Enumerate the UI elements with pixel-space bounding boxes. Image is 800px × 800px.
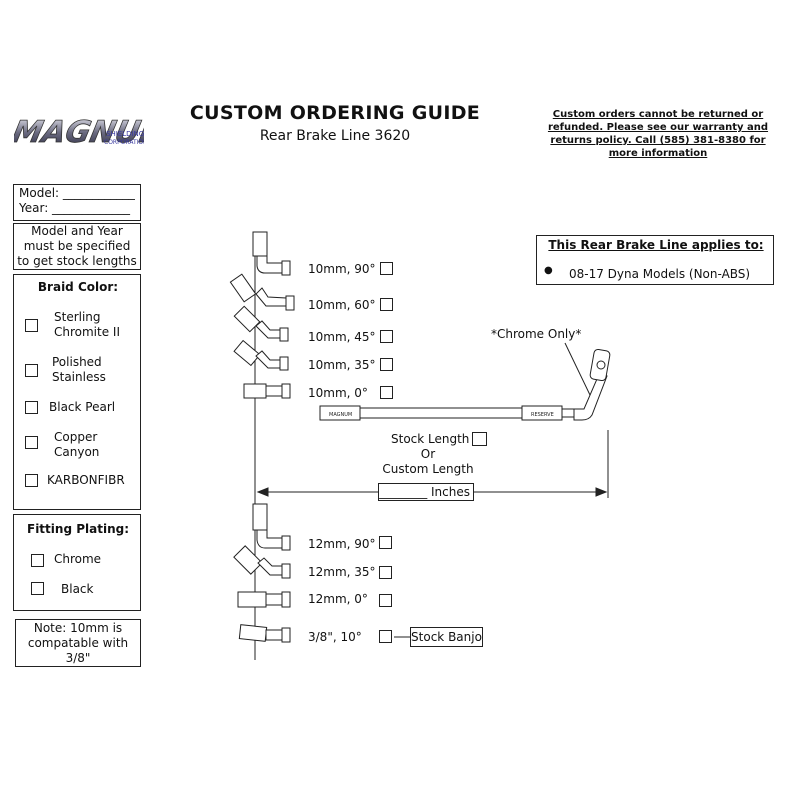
fitting-label-10-45: 10mm, 45°	[308, 330, 376, 344]
stock-banjo-label: Stock Banjo	[411, 630, 482, 644]
applies-item: 08-17 Dyna Models (Non-ABS)	[569, 267, 751, 281]
custom-length-label: Custom Length	[382, 462, 474, 476]
braid-label-sterling: Sterling Chromite II	[54, 310, 120, 339]
fitting-label-10-60: 10mm, 60°	[308, 298, 376, 312]
arrow-right-icon	[596, 488, 606, 496]
fitting-icon-10-0	[244, 384, 290, 398]
fitting-icon-12-35	[234, 546, 290, 578]
chrome-only-label: *Chrome Only*	[491, 327, 582, 341]
applies-title: This Rear Brake Line applies to:	[548, 238, 764, 252]
fitting-icon-10-90	[253, 232, 290, 275]
fitting-label-10-0: 10mm, 0°	[308, 386, 368, 400]
year-field[interactable]: Year: _____________	[19, 201, 131, 215]
fitting-checkbox-12-0[interactable]	[379, 594, 392, 607]
fitting-checkbox-10-90[interactable]	[380, 262, 393, 275]
fitting-checkbox-10-35[interactable]	[380, 358, 393, 371]
fitting-icon-10-45	[234, 306, 288, 341]
stock-length-label: Stock Length	[391, 432, 470, 446]
braid-label-black-pearl: Black Pearl	[49, 400, 116, 414]
stock-note: Model and Year must be specified to get stock lengths	[17, 224, 137, 268]
fitting-checkbox-10-0[interactable]	[380, 386, 393, 399]
fitting-label-10-35: 10mm, 35°	[308, 358, 376, 372]
compat-note: Note: 10mm is compatable with 3/8"	[27, 621, 129, 665]
fitting-label-12-35: 12mm, 35°	[308, 565, 376, 579]
fitting-label-12-0: 12mm, 0°	[308, 592, 368, 606]
page-title: CUSTOM ORDERING GUIDE	[189, 102, 481, 124]
inches-label: ________ Inches	[379, 485, 470, 499]
fitting-checkbox-10-45[interactable]	[380, 330, 393, 343]
stock-length-checkbox[interactable]	[472, 432, 487, 446]
policy-note: Custom orders cannot be returned or refunded. Please see our warranty and returns policy. Call (585) 381-8380 for more information	[547, 109, 769, 159]
logo-brand: MAGNUM	[14, 115, 144, 150]
braid-label-polished: Polished Stainless	[52, 355, 106, 384]
model-field[interactable]: Model: ____________	[19, 186, 135, 200]
or-label: Or	[420, 447, 436, 461]
page-subtitle: Rear Brake Line 3620	[259, 128, 411, 144]
fitting-checkbox-10-60[interactable]	[380, 298, 393, 311]
fitting-label-38-10: 3/8", 10°	[308, 630, 362, 644]
braid-label-karbonfibr: KARBONFIBR	[47, 473, 125, 487]
plating-title: Fitting Plating:	[27, 522, 129, 536]
fitting-checkbox-38-10[interactable]	[379, 630, 392, 643]
stock-banjo-box	[410, 627, 483, 647]
fitting-icon-12-90	[253, 504, 290, 550]
arrow-left-icon	[258, 488, 268, 496]
braid-label-copper: Copper Canyon	[54, 430, 100, 459]
inches-field[interactable]	[378, 483, 474, 501]
logo-line1: SHIELDING	[106, 130, 144, 138]
fitting-label-12-90: 12mm, 90°	[308, 537, 376, 551]
fitting-icon-38-10	[239, 625, 290, 642]
fitting-checkbox-12-90[interactable]	[379, 536, 392, 549]
braid-title: Braid Color:	[37, 280, 119, 294]
fitting-icon-12-0	[238, 592, 290, 607]
fitting-label-10-90: 10mm, 90°	[308, 262, 376, 276]
fitting-checkbox-12-35[interactable]	[379, 566, 392, 579]
fitting-icon-10-35	[234, 341, 288, 370]
applies-bullet-icon: ●	[544, 265, 553, 276]
chrome-only-pointer	[565, 343, 590, 395]
plating-label-black: Black	[61, 582, 94, 596]
hose-label-left: MAGNUM	[329, 412, 353, 418]
hose-label-right: RESERVE	[531, 412, 554, 418]
fitting-icon-10-60	[230, 274, 294, 310]
logo-line2: CORPORATION	[104, 139, 144, 146]
plating-label-chrome: Chrome	[54, 552, 102, 566]
